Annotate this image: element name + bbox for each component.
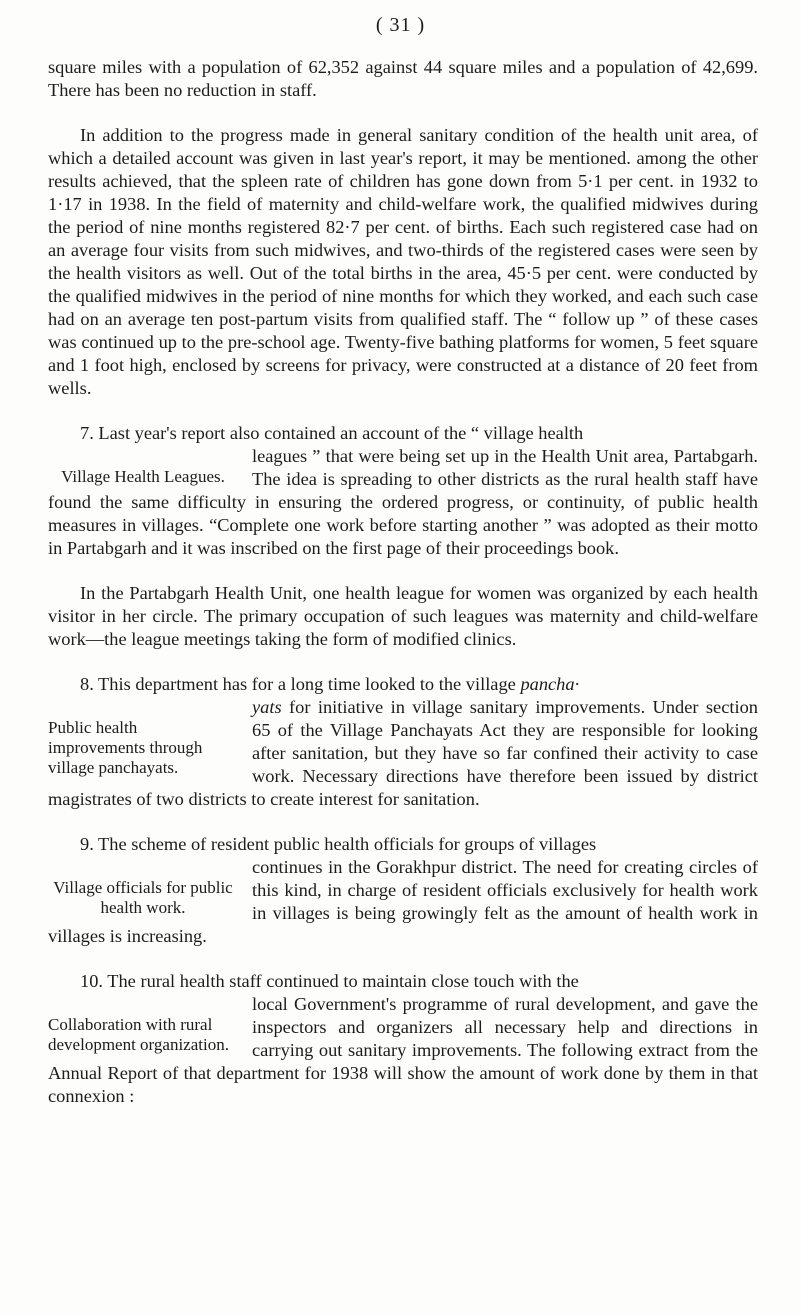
- section-9-lead: 9. The scheme of resident public health officials for groups of villages: [80, 834, 597, 854]
- section-10-lead: 10. The rural health staff continued to maintain close touch with the: [80, 971, 579, 991]
- section-8-lead: [48, 673, 758, 696]
- progress-paragraph: In addition to the progress made in general sanitary condition of the health unit area, of which a detailed account was given in last year's report, it may be mentioned. among the other results achieved, that the spleen rate of children has gone down from 5·1 per cent. in 1932 to 1·17 in 1938. In the field of maternity and child-welfare work, the qualified midwives during the period of nine months registered 82·7 per cent. of births. Each such registered case had on an average four visits from such midwives, and two-thirds of the registered cases were seen by the health visitors as well. Out of the total births in the area, 45·5 per cent. were conducted by the qualified midwives in the period of nine months for which they worked, and each such case had on an average ten post-partum visits from qualified staff. The “ follow up ” of these cases was continued up to the pre-school age. Twenty-five bathing platforms for women, 5 feet square and 1 foot high, enclosed by screens for privacy, were constructed at a distance of 20 feet from wells.: [48, 125, 758, 398]
- sidenote-village-officials: Village officials for public health work.: [53, 878, 233, 917]
- intro-paragraph: square miles with a population of 62,352 against 44 square miles and a population of 42,699. There has been no reduction in staff.: [48, 57, 758, 100]
- section-10-text: local Government's programme of rural development, and gave the inspectors and organizers all necessary help and directions in carrying out sanitary improvements. The following extract from the Annual Report of that department for 1938 will show the amount of work done by them in that connexion :: [48, 994, 758, 1106]
- section-7-lead: 7. Last year's report also contained an account of the “ village health: [80, 423, 584, 443]
- section-10: [48, 970, 758, 1108]
- section-9-text: continues in the Gorakhpur district. The need for creating circles of this kind, in charge of resident officials exclusively for health work in villages is being growingly felt as the amount of health work in villages is increasing.: [48, 857, 758, 946]
- section-7-text: leagues ” that were being set up in the Health Unit area, Partabgarh. The idea is spreading to other districts as the rural health staff have found the same difficulty in ensuring the ordered progress, or continuity, of public health measures in villages. “Complete one work before starting another ” was adopted as their motto in Partabgarh and it was inscribed on the first page of their proceedings book.: [48, 446, 758, 558]
- sidenote-public-health-panchayats: Public health improvements through village panchayats.: [48, 718, 203, 777]
- section-8-lead-text: 8. This department has for a long time looked to the village: [80, 674, 521, 694]
- page-number: ( 31 ): [375, 14, 426, 36]
- sidenote-collaboration-rural-development: Collaboration with rural development organization.: [48, 1015, 229, 1054]
- section-8-lead-italic: pancha·: [520, 674, 580, 694]
- section-8-text-body: for initiative in village sanitary improvements. Under section 65 of the Village Panchayats Act they are responsible for looking after sanitation, but they have so far confined their activity to case work. Necessary directions have therefore been issued by district magistrates of two districts to create interest for sanitation.: [48, 697, 758, 809]
- sidenote-village-health-leagues: Village Health Leagues.: [61, 467, 225, 486]
- section-8: [48, 673, 758, 811]
- leagues-paragraph: In the Partabgarh Health Unit, one health league for women was organized by each health visitor in her circle. The primary occupation of such leagues was maternity and child-welfare work—the league meetings taking the form of modified clinics.: [48, 583, 758, 649]
- section-7: [48, 422, 758, 560]
- page-body: [48, 56, 758, 1108]
- section-8-text-italic: yats: [252, 697, 282, 717]
- section-9: [48, 833, 758, 948]
